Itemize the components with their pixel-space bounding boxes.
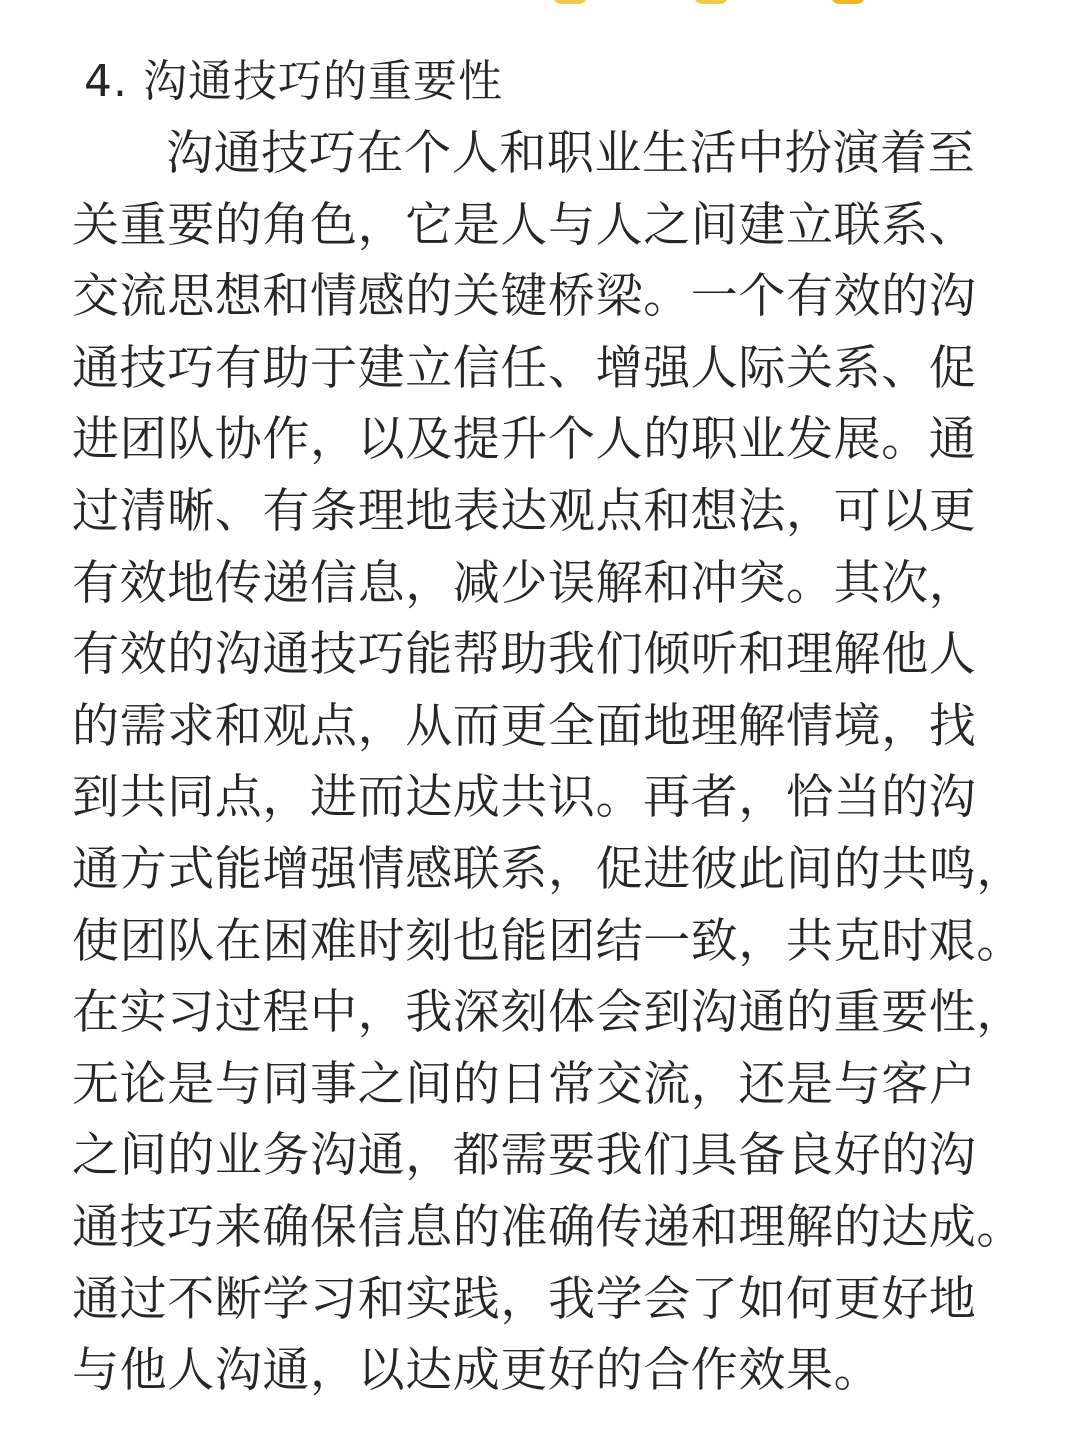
paragraph-line: 通方式能增强情感联系，促进彼此间的共鸣，	[72, 841, 1024, 897]
decorative-mark	[552, 0, 588, 4]
paragraph-line: 沟通技巧在个人和职业生活中扮演着至	[166, 126, 976, 181]
top-decoration	[0, 0, 1080, 14]
paragraph-line: 进团队协作，以及提升个人的职业发展。通	[72, 412, 977, 468]
paragraph-line: 通过不断学习和实践，我学会了如何更好地	[72, 1271, 977, 1327]
body-paragraph	[72, 118, 1024, 1407]
decorative-mark	[830, 0, 866, 4]
paragraph-line: 关重要的角色，它是人与人之间建立联系、	[72, 197, 977, 253]
paragraph-line: 的需求和观点，从而更全面地理解情境，找	[72, 698, 977, 754]
paragraph-line: 无论是与同事之间的日常交流，还是与客户	[72, 1056, 977, 1112]
paragraph-line: 在实习过程中，我深刻体会到沟通的重要性，	[72, 985, 1024, 1041]
paragraph-line: 使团队在困难时刻也能团结一致，共克时艰。	[72, 913, 1024, 969]
decorative-mark	[693, 0, 729, 4]
paragraph-line: 之间的业务沟通，都需要我们具备良好的沟	[72, 1128, 977, 1184]
paragraph-line: 通技巧来确保信息的准确传递和理解的达成。	[72, 1199, 1024, 1255]
paragraph-line: 有效的沟通技巧能帮助我们倾听和理解他人	[72, 627, 977, 683]
paragraph-line: 通技巧有助于建立信任、增强人际关系、促	[72, 340, 977, 396]
paragraph-line: 到共同点，进而达成共识。再者，恰当的沟	[72, 770, 977, 826]
paragraph-line: 有效地传递信息，减少误解和冲突。其次，	[72, 555, 977, 611]
paragraph-line: 与他人沟通，以达成更好的合作效果。	[72, 1343, 882, 1399]
section-heading: 4. 沟通技巧的重要性	[84, 56, 503, 107]
paragraph-line: 过清晰、有条理地表达观点和想法，可以更	[72, 483, 977, 539]
paragraph-line: 交流思想和情感的关键桥梁。一个有效的沟	[72, 269, 977, 325]
